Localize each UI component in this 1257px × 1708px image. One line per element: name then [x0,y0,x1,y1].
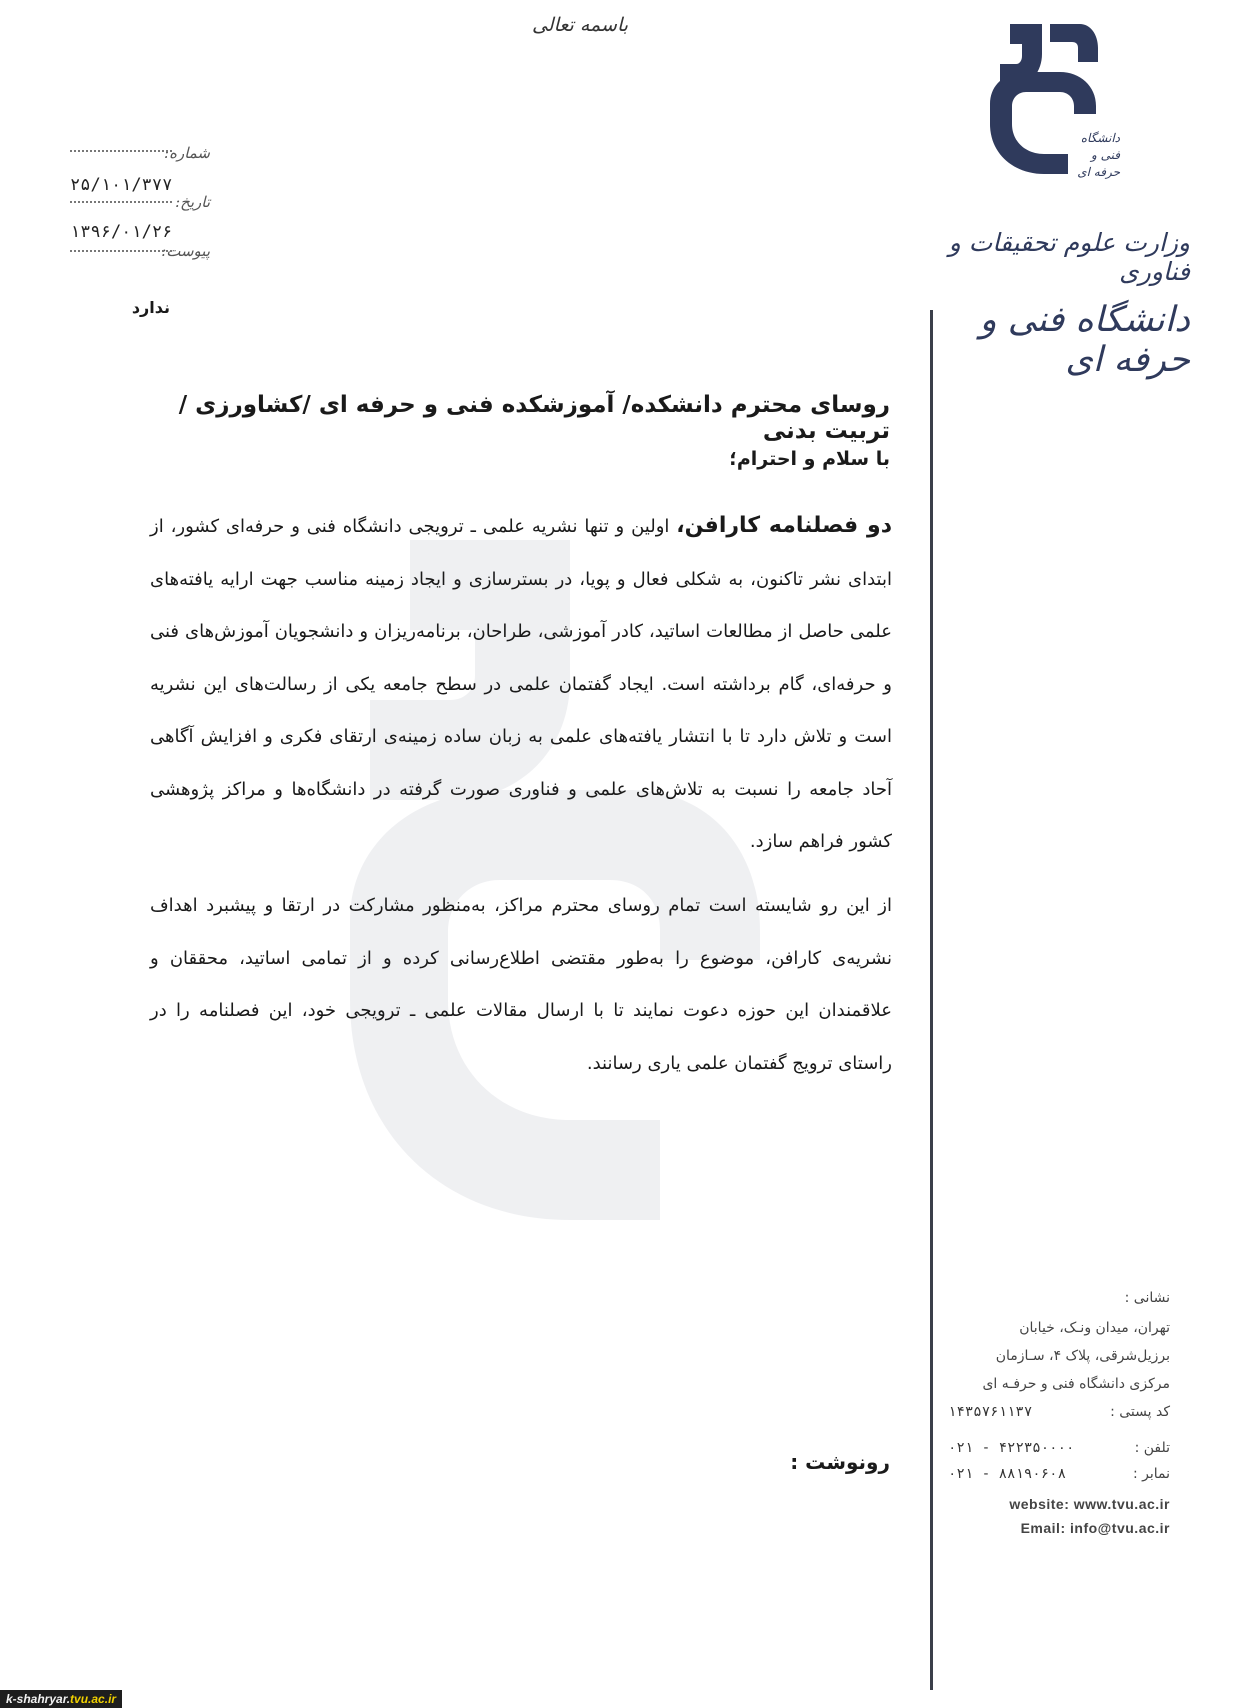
logo-caption-line2: فنی و حرفه ای [1077,148,1120,179]
date-value: ۱۳۹۶/۰۱/۲۶ [70,222,173,242]
number-label: شماره: [164,144,210,162]
logo-caption [1070,130,1120,181]
cc-label: رونوشت : [790,1450,890,1474]
fax-value: ۸۸۱۹۰۶۰۸ - ۰۲۱ [948,1466,1067,1482]
ministry-title: وزارت علوم تحقیقات و فناوری [948,228,1190,286]
website-text: website: www.tvu.ac.ir [1009,1496,1170,1512]
paragraph-2: از این رو شایسته است تمام روسای محترم مراکز، به‌منظور مشارکت در ارتقا و پیشبرد اهداف نشریه‌ی کارافن، موضوع را به‌طور مقتضی اطلاع‌رسانی کرده و از تمامی اساتید، محققان و علاقمندان این حوزه دعوت نمایند تا با ارسال مقالات علمی ـ ترویجی خود، این فصلنامه را در راستای ترویج گفتمان علمی یاری رسانند. [150,895,892,1074]
address-line-2: برزیل‌شرقی، پلاک ۴، سـازمان [995,1348,1170,1364]
reference-attachment [70,222,210,262]
phone-row [948,1440,1170,1456]
footer-site-prefix: k-shahryar. [6,1692,71,1706]
postal-label: کد پستی : [1110,1404,1170,1420]
address-title: نشانی : [1124,1290,1170,1306]
addressee: روسای محترم دانشکده/ آموزشکده فنی و حرفه ای /کشاورزی / تربیت بدنی [178,392,890,444]
logo-caption-line1: دانشگاه [1080,131,1120,145]
reference-number [70,140,210,170]
university-title: دانشگاه فنی و حرفه ای [979,300,1190,380]
phone-label: تلفن : [1134,1440,1170,1456]
email-text: Email: info@tvu.ac.ir [1020,1520,1170,1536]
fax-row [948,1466,1170,1482]
date-label: تاریخ: [175,193,210,211]
address-line-1: تهران، میدان ونـک، خیابان [1019,1320,1170,1336]
footer-site-tag [0,1690,122,1708]
number-value: ۲۵/۱۰۱/۳۷۷ [70,175,173,195]
invocation-text: باسمه تعالی [531,14,629,36]
paragraph-1 [150,500,892,869]
attachment-label: پیوست: [161,242,210,260]
reference-date [70,175,210,211]
number-dots [70,150,172,152]
attachment-value: ندارد [131,298,170,317]
attachment-dots [70,250,172,252]
postal-code-row [948,1404,1170,1420]
postal-value: ۱۴۳۵۷۶۱۱۳۷ [948,1404,1033,1420]
footer-site-suffix: tvu.ac.ir [70,1692,117,1706]
letterhead-divider [930,310,933,1690]
paragraph-1-body: اولین و تنها نشریه علمی ـ ترویجی دانشگاه فنی و حرفه‌ای کشور، از ابتدای نشر تاکنون، به شکلی فعال و پویا، در بسترسازی و ایجاد زمینه مناسب جهت ارایه یافته‌های علمی حاصل از مطالعات اساتید، کادر آموزشی، طراحان، برنامه‌ریزان و دانشجویان آموزش‌های فنی و حرفه‌ای، گام برداشته است. ایجاد گفتمان علمی در سطح جامعه یکی از رسالت‌های این نشریه است و تلاش دارد تا با انتشار یافته‌های علمی به زبان ساده زمینه‌ی ارتقای فکری و افزایش آگاهی آحاد جامعه را نسبت به تلاش‌های علمی و فناوری صورت گرفته در دانشگاه‌ها و مراکز پژوهشی کشور فراهم سازد. [150,516,892,852]
journal-name: دو فصلنامه کارافن، [676,513,892,538]
date-dots [70,201,172,203]
phone-value: ۴۲۲۳۵۰۰۰۰ - ۰۲۱ [948,1440,1075,1456]
greeting: با سلام و احترام؛ [729,448,890,470]
address-line-3: مرکزی دانشگاه فنی و حرفـه ای [982,1376,1170,1392]
fax-label: نمابر : [1132,1466,1170,1482]
